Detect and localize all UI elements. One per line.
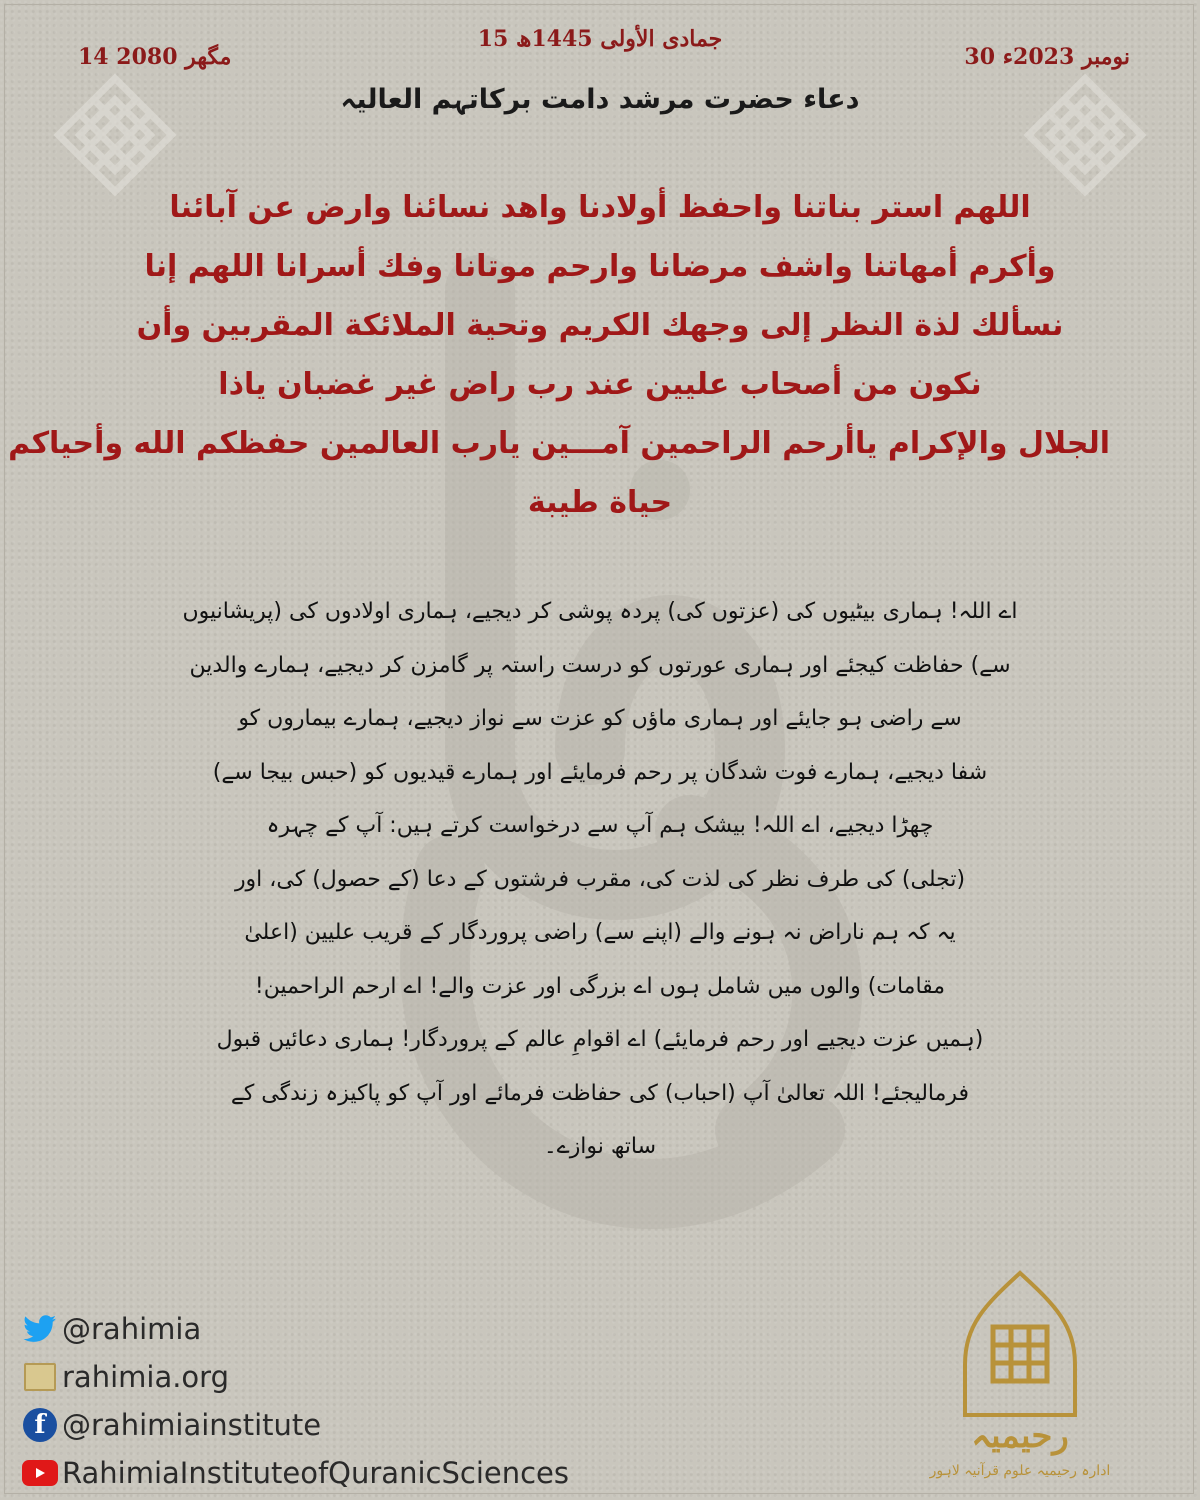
rahimia-logo <box>905 1265 1135 1495</box>
youtube-channel: RahimiaInstituteofQuranicSciences <box>62 1456 569 1490</box>
social-links <box>22 1305 569 1497</box>
urdu-line: ساتھ نوازے۔ <box>543 1134 657 1159</box>
facebook-link[interactable] <box>22 1401 569 1449</box>
twitter-handle: @rahimia <box>62 1312 202 1346</box>
twitter-icon <box>22 1313 58 1345</box>
urdu-line: اے اللہ! ہماری بیٹیوں کی (عزتوں کی) پردہ پوشی کر دیجیے، ہماری اولادوں کی (پریشانیوں <box>182 599 1018 624</box>
gregorian-date: 30 نومبر 2023ء <box>964 44 1130 70</box>
urdu-line: یہ کہ ہم ناراض نہ ہونے والے (اپنے سے) راضی پروردگار کے قریب علیین (اعلیٰ <box>244 920 956 945</box>
twitter-link[interactable] <box>22 1305 569 1353</box>
logo-name: رحیمیہ <box>971 1416 1069 1456</box>
youtube-link[interactable] <box>22 1449 569 1497</box>
urdu-line: (ہمیں عزت دیجیے اور رحم فرمایئے) اے اقوامِ عالم کے پروردگار! ہماری دعائیں قبول <box>216 1027 984 1052</box>
arabic-line: نسألك لذة النظر إلى وجهك الكريم وتحية الملائكة المقربين وأن <box>136 308 1064 343</box>
arabic-line: وأكرم أمهاتنا واشف مرضانا وارحم موتانا وفك أسرانا اللهم إنا <box>144 249 1056 284</box>
web-icon <box>22 1361 58 1393</box>
arabic-line: نكون من أصحاب عليين عند رب راض غير غضبان ياذا <box>218 367 982 402</box>
urdu-line: چھڑا دیجیے، اے اللہ! بیشک ہم آپ سے درخواست کرتے ہیں: آپ کے چہرہ <box>266 813 934 838</box>
youtube-icon <box>22 1457 58 1489</box>
bikrami-date: 14 مگھر 2080 <box>78 44 232 70</box>
arabic-line: الجلال والإكرام ياأرحم الراحمين آمـــين يارب العالمين حفظكم الله وأحياكم <box>8 426 1110 461</box>
logo-dome-icon <box>905 1265 1135 1495</box>
facebook-icon: f <box>22 1409 58 1441</box>
urdu-line: فرمالیجئے! اللہ تعالیٰ آپ (احباب) کی حفاظت فرمائے اور آپ کو پاکیزہ زندگی کے <box>230 1080 970 1106</box>
arabic-prayer <box>8 178 1110 532</box>
page-title: دعاء حضرت مرشد دامت برکاتہم العالیہ <box>340 84 860 115</box>
urdu-line: (تجلی) کی طرف نظر کی لذت کی، مقرب فرشتوں کے دعا (کے حصول) کی، اور <box>234 866 966 892</box>
urdu-line: شفا دیجیے، ہمارے فوت شدگان پر رحم فرمایئے اور ہمارے قیدیوں کو (حبس بیجا سے) <box>212 759 988 785</box>
urdu-line: سے) حفاظت کیجئے اور ہماری عورتوں کو درست راستہ پر گامزن کر دیجیے، ہمارے والدین <box>189 652 1011 678</box>
website-url: rahimia.org <box>62 1360 229 1394</box>
hijri-date: 15 جمادى الأولى 1445ھ <box>477 26 723 52</box>
facebook-handle: @rahimiainstitute <box>62 1408 322 1442</box>
website-link[interactable] <box>22 1353 569 1401</box>
urdu-line: مقامات) والوں میں شامل ہوں اے بزرگی اور عزت والے! اے ارحم الراحمین! <box>254 973 946 999</box>
logo-subtitle: ادارہ رحیمیہ علوم قرآنیہ لاہور <box>929 1463 1111 1479</box>
urdu-translation <box>165 585 1035 1174</box>
urdu-line: سے راضی ہو جایئے اور ہماری ماؤں کو عزت سے نواز دیجیے، ہمارے بیماروں کو <box>238 706 962 731</box>
arabic-line: اللهم استر بناتنا واحفظ أولادنا واهد نسائنا وارض عن آبائنا <box>169 190 1031 225</box>
arabic-line: حياة طيبة <box>527 485 673 520</box>
